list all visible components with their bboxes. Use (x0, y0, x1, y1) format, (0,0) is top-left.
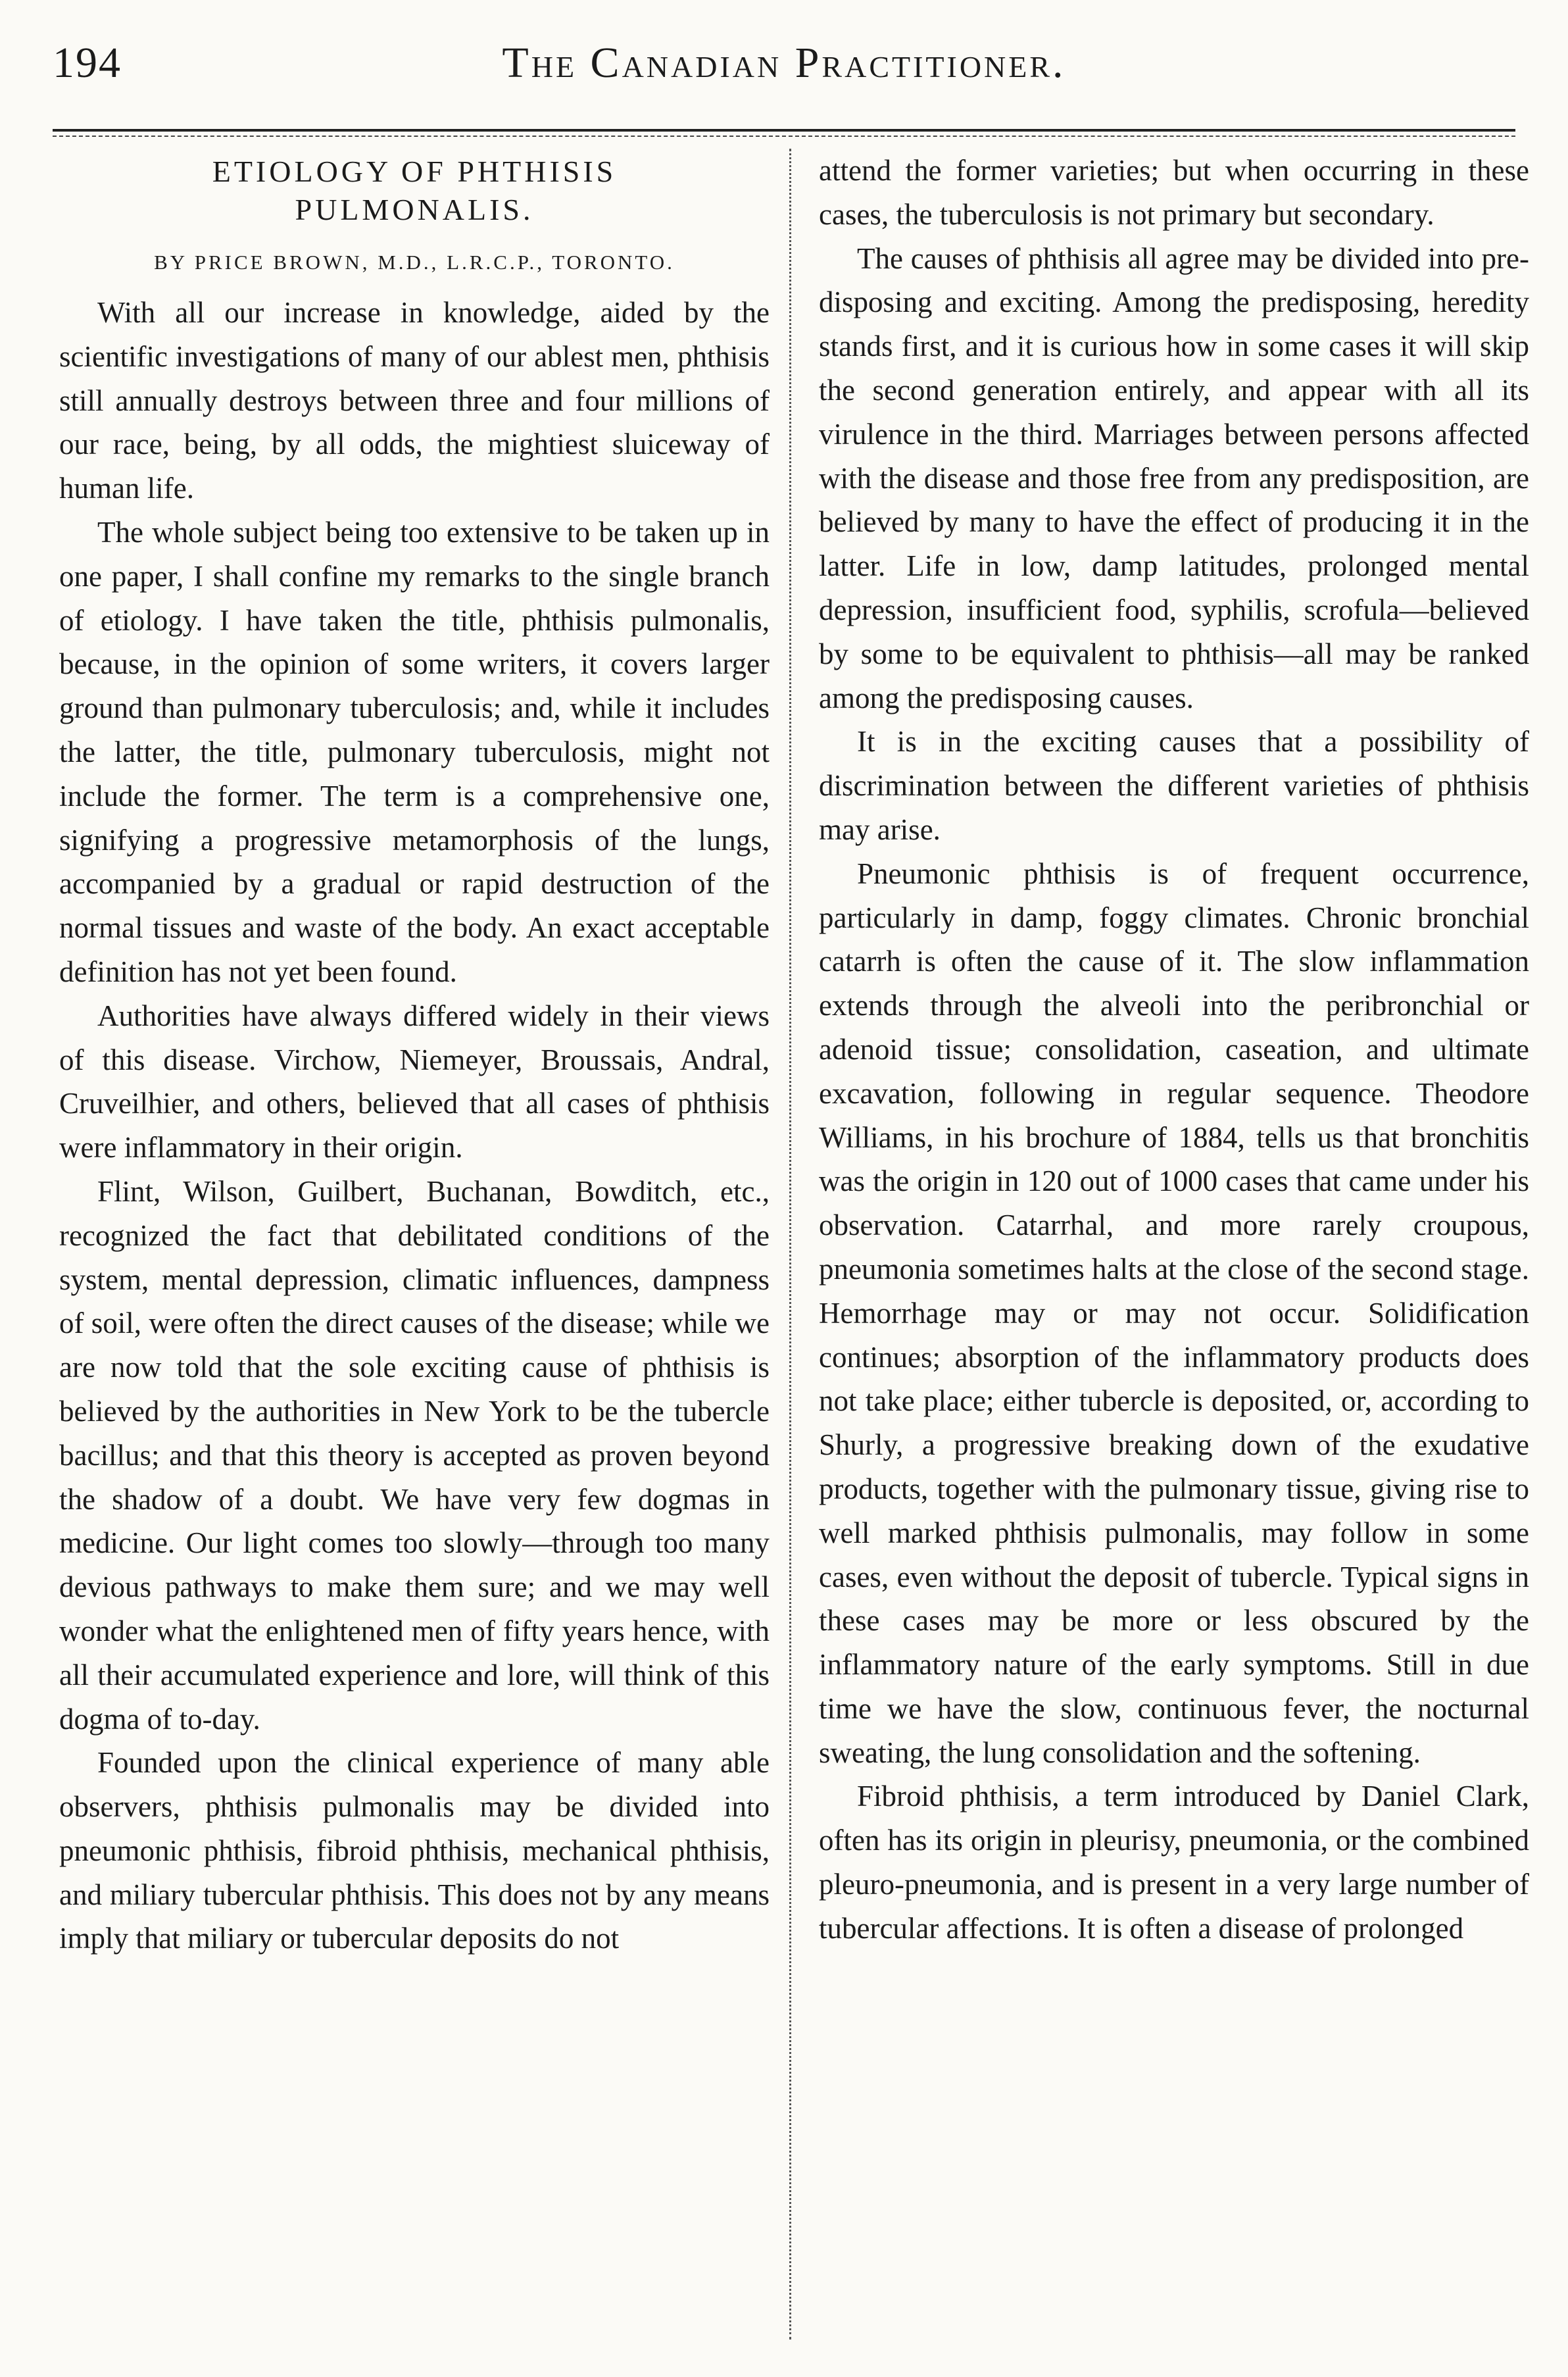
paragraph-continued: attend the former varieties; but when occurring in these cases, the tuberculosis is not primary but secondary. (819, 154, 1529, 231)
column-divider (789, 149, 791, 2339)
article-title (59, 153, 770, 229)
paragraph: Flint, Wilson, Guilbert, Buchanan, Bowditch, etc., recognized the fact that debilitated conditions of the system, mental depression, climatic influences, dampness of soil, were often the direct causes of the disease; while we are now told that the sole exciting cause of phthisis is believed by the authorities in New York to be the tubercle bacillus; and that this theory is accepted as proven beyond the shadow of a doubt. We have very few dogmas in medicine. Our light comes too slowly—through too many devious pathways to make them sure; and we may well wonder what the enlightened men of fifty years hence, with all their accumulated experience and lore, will think of this dogma of to-day. (59, 1174, 770, 1736)
header-rule (53, 129, 1515, 132)
article-byline: BY PRICE BROWN, M.D., L.R.C.P., TORONTO. (154, 251, 675, 274)
paragraph: It is in the exciting causes that a possibility of discrimination between the different varieties of phthisis may arise. (819, 725, 1529, 846)
paragraph: The whole subject being too extensive to be taken up in one paper, I shall confine my remarks to the single branch of etiology. I have taken the title, phthisis pulmonalis, because, in the opinion of some writers, it covers larger ground than pulmonary tuberculosis; and, while it includes the latter, the title, pulmonary tuberculosis, might not include the former. The term is a comprehensive one, signifying a progressive metamorphosis of the lungs, accompanied by a gradual or rapid destruction of the normal tissues and waste of the body. An exact acceptable definition has not yet been found. (59, 515, 770, 988)
left-column (59, 149, 770, 2339)
article-title-line-2: PULMONALIS. (295, 193, 534, 226)
paragraph: Authorities have always differed widely in their views of this disease. Virchow, Niemeyer, Broussais, Andral, Cruveilhier, and others, believed that all cases of phthisis were inflammatory in their origin. (59, 999, 770, 1164)
page-header (53, 26, 1515, 99)
paragraph: With all our increase in knowledge, aided by the scientific investigations of many of our ablest men, phthisis still annually destroys between three and four millions of our race, being, by all odds, the mightiest sluiceway of human life. (59, 296, 770, 505)
paragraph: Founded upon the clinical experience of many able observers, phthisis pulmonalis may be divided into pneumonic phthisis, fibroid phthisis, mechanical phthisis, and miliary tubercular phthisis. This does not by any means imply that miliary or tubercular deposits do not (59, 1746, 770, 1955)
paragraph: Pneumonic phthisis is of frequent occurrence, particularly in damp, foggy climates. Chronic bronchial catarrh is often the cause of it. The slow inflammation extends through the alveoli into the peribronchial or adenoid tissue; consolidation, caseation, and ultimate excavation, following in regular sequence. Theodore Williams, in his brochure of 1884, tells us that bronchitis was the origin in 120 out of 1000 cases that came under his observation. Catarrhal, and more rarely croupous, pneumonia sometimes halts at the close of the second stage. Hemorrhage may or may not occur. Solidification continues; absorption of the inflammatory products does not take place; either tubercle is deposited, or, according to Shurly, a progressive breaking down of the exudative products, together with the pulmonary tissue, giving rise to well marked phthisis pulmonalis, may follow in some cases, even without the deposit of tubercle. Typical signs in these cases may be more or less obscured by the inflammatory nature of the early symptoms. Still in due time we have the slow, continuous fever, the nocturnal sweating, the lung consolidation and the softening. (819, 857, 1529, 1769)
paragraph: The causes of phthisis all agree may be divided into pre-disposing and exciting. Among the predisposing, heredity stands first, and it is curious how in some cases it will skip the second generation entirely, and appear with all its virulence in the third. Marriages between persons affected with the disease and those free from any predisposition, are believed by many to have the effect of producing it in the latter. Life in low, damp latitudes, prolonged mental depression, insufficient food, syphilis, scrofula—believed by some to be equivalent to phthisis—all may be ranked among the predisposing causes. (819, 241, 1529, 714)
paragraph: Fibroid phthisis, a term introduced by Daniel Clark, often has its origin in pleurisy, pneumonia, or the combined pleuro-pneumonia, and is present in a very large number of tubercular affections. It is often a disease of prolonged (819, 1780, 1529, 1945)
article-title-line-1: ETIOLOGY OF PHTHISIS (212, 155, 617, 188)
journal-title: The Canadian Practitioner. (502, 39, 1066, 87)
right-column (819, 149, 1529, 2339)
header-rule-dashed (53, 136, 1515, 137)
page-number: 194 (53, 39, 122, 87)
